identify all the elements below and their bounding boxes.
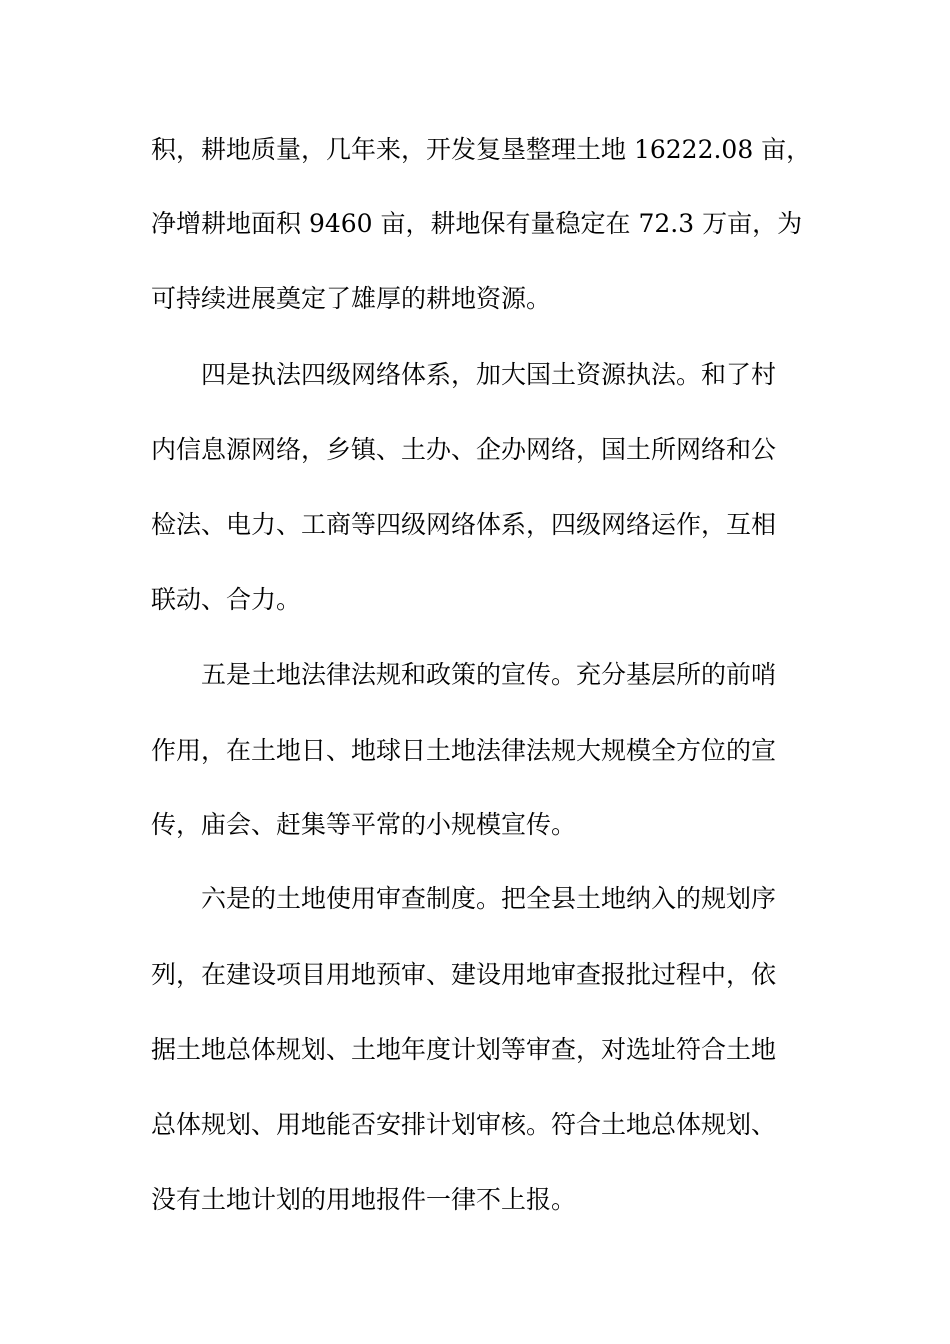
paragraph-2-line-4: 联动、合力。 — [151, 585, 302, 614]
paragraph-2-line-2: 内信息源网络，乡镇、土办、企办网络，国土所网络和公 — [151, 435, 777, 464]
paragraph-1-line-3: 可持续进展奠定了雄厚的耕地资源。 — [151, 284, 552, 313]
paragraph-4-line-2: 列，在建设项目用地预审、建设用地审查报批过程中，依 — [151, 960, 777, 989]
paragraph-1-line-2: 净增耕地面积 9460 亩，耕地保有量稳定在 72.3 万亩，为 — [151, 209, 803, 238]
paragraph-4-line-3: 据土地总体规划、土地年度计划等审查，对选址符合土地 — [151, 1035, 777, 1064]
paragraph-1-line-1: 积，耕地质量，几年来，开发复垦整理土地 16222.08 亩， — [151, 135, 812, 164]
paragraph-2-line-3: 检法、电力、工商等四级网络体系，四级网络运作，互相 — [151, 510, 777, 539]
paragraph-4-line-1: 六是的土地使用审查制度。把全县土地纳入的规划序 — [201, 884, 777, 913]
paragraph-4-line-5: 没有土地计划的用地报件一律不上报。 — [151, 1185, 577, 1214]
paragraph-4-line-4: 总体规划、用地能否安排计划审核。符合土地总体规划、 — [151, 1110, 777, 1139]
paragraph-3-line-1: 五是土地法律法规和政策的宣传。充分基层所的前哨 — [201, 660, 777, 689]
paragraph-2-line-1: 四是执法四级网络体系，加大国土资源执法。和了村 — [201, 360, 777, 389]
paragraph-3-line-3: 传，庙会、赶集等平常的小规模宣传。 — [151, 810, 577, 839]
paragraph-3-line-2: 作用，在土地日、地球日土地法律法规大规模全方位的宣 — [151, 736, 777, 765]
